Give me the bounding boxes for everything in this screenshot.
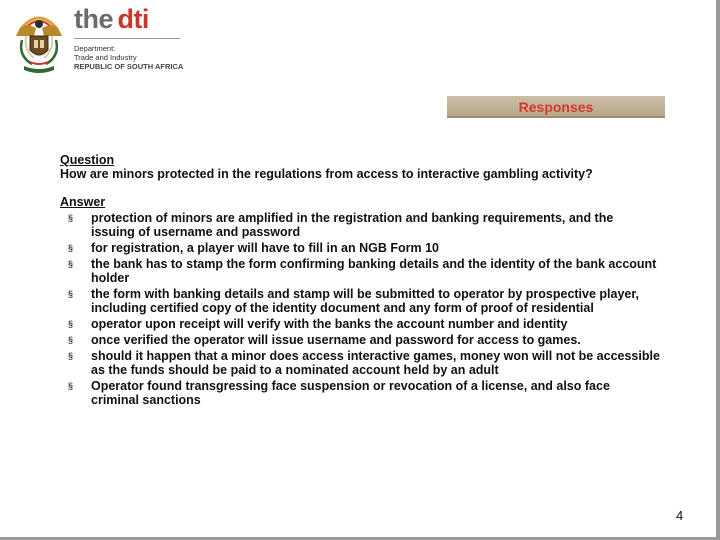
bullet-icon: §	[68, 243, 74, 253]
list-item	[60, 349, 660, 377]
list-item-text: for registration, a player will have to fill in an NGB Form 10	[91, 241, 439, 255]
dept-line-3: REPUBLIC OF SOUTH AFRICA	[74, 62, 184, 71]
list-item-text: the bank has to stamp the form confirming banking details and the identity of the bank account holder	[91, 257, 657, 285]
list-item-text: operator upon receipt will verify with the banks the account number and identity	[91, 317, 568, 331]
page-number: 4	[676, 508, 684, 523]
list-item	[60, 211, 660, 239]
right-border	[716, 0, 720, 540]
list-item	[60, 287, 660, 315]
question-text: How are minors protected in the regulations from access to interactive gambling activity?	[60, 167, 593, 181]
bullet-icon: §	[68, 259, 74, 269]
list-item-text: the form with banking details and stamp will be submitted to operator by prospective player, including certified copy of the identity document and any form of proof of residential	[91, 287, 640, 315]
question-heading: Question	[60, 153, 115, 167]
department-name	[74, 44, 183, 71]
dept-line-2: Trade and Industry	[74, 53, 137, 62]
list-item	[60, 317, 660, 331]
list-item-text: once verified the operator will issue username and password for access to games.	[91, 333, 581, 347]
list-item	[60, 241, 660, 255]
dti-logo	[74, 4, 149, 35]
bullet-icon: §	[68, 319, 74, 329]
section-banner	[447, 96, 665, 118]
answer-heading: Answer	[60, 195, 106, 209]
list-item-text: Operator found transgressing face suspension or revocation of a license, and also face criminal sanctions	[91, 379, 610, 407]
list-item	[60, 379, 660, 407]
bullet-icon: §	[68, 381, 74, 391]
spacer	[60, 181, 660, 195]
list-item	[60, 333, 660, 347]
dept-line-1: Department:	[74, 44, 116, 53]
list-item-text: protection of minors are amplified in the registration and banking requirements, and the issuing of username and password	[91, 211, 614, 239]
list-item-text: should it happen that a minor does access interactive games, money won will not be accessible as the funds should be paid to a nominated account held by an adult	[91, 349, 660, 377]
banner-title: Responses	[518, 99, 594, 115]
bullet-icon: §	[68, 289, 74, 299]
bullet-icon: §	[68, 213, 74, 223]
logo-the-text: the	[74, 4, 113, 34]
slide-content	[60, 153, 660, 409]
logo-dti-text: dti	[117, 4, 149, 34]
bullet-icon: §	[68, 351, 74, 361]
coat-of-arms-icon	[12, 6, 66, 76]
list-item	[60, 257, 660, 285]
bullet-icon: §	[68, 335, 74, 345]
logo-divider	[74, 38, 180, 39]
answer-list	[60, 211, 660, 407]
